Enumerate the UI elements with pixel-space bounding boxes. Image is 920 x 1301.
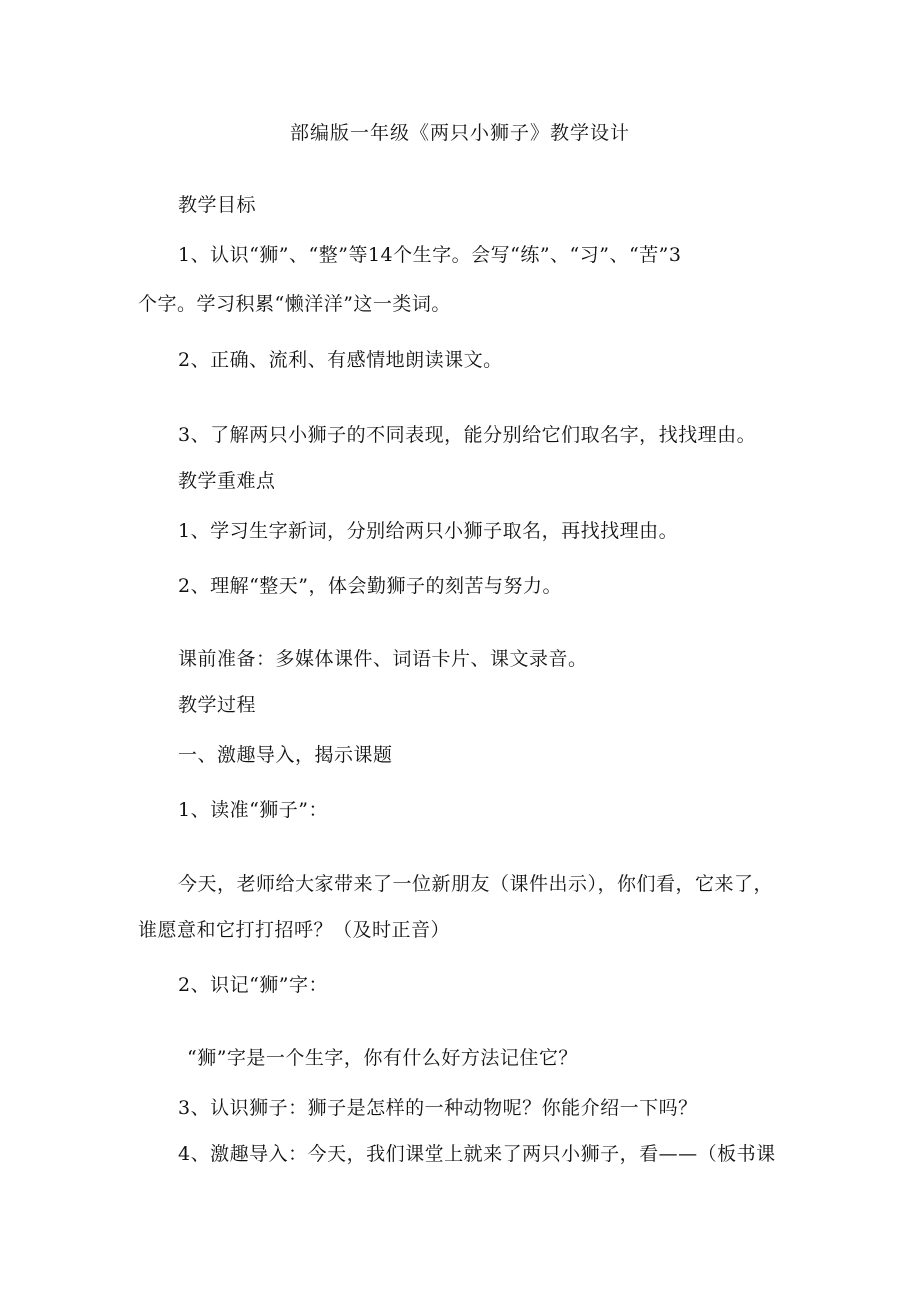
step-4: 4、激趣导入：今天，我们课堂上就来了两只小狮子，看——（板书课 [178,1143,776,1165]
step-1-body-line-1: 今天，老师给大家带来了一位新朋友（课件出示），你们看，它来了， [178,873,774,895]
document-title: 部编版一年级《两只小狮子》教学设计 [289,122,630,144]
step-2: 2、识记“狮”字： [178,974,329,996]
key-point-1: 1、学习生字新词，分别给两只小狮子取名，再找找理由。 [178,520,679,542]
goal-1-line-2: 个字。学习积累“懒洋洋”这一类词。 [138,293,451,315]
section-1-heading: 一、激趣导入，揭示课题 [178,744,393,766]
process-heading: 教学过程 [178,694,257,716]
key-point-2: 2、理解“整天”，体会勤狮子的刻苦与努力。 [178,575,563,597]
goal-3: 3、了解两只小狮子的不同表现，能分别给它们取名字，找找理由。 [178,424,757,446]
goals-heading: 教学目标 [178,194,257,216]
goal-1-line-1: 1、认识“狮”、“整”等14个生字。会写“练”、“习”、“苦”3 [178,244,682,266]
step-1-body-line-2: 谁愿意和它打打招呼？（及时正音） [138,919,451,941]
step-3: 3、认识狮子：狮子是怎样的一种动物呢？你能介绍一下吗？ [178,1097,698,1119]
step-1: 1、读准“狮子”： [178,799,329,821]
step-2-body: “狮”字是一个生字，你有什么好方法记住它？ [187,1047,578,1069]
goal-2: 2、正确、流利、有感情地朗读课文。 [178,349,503,371]
preparation: 课前准备：多媒体课件、词语卡片、课文录音。 [178,648,588,670]
key-points-heading: 教学重难点 [178,470,276,492]
